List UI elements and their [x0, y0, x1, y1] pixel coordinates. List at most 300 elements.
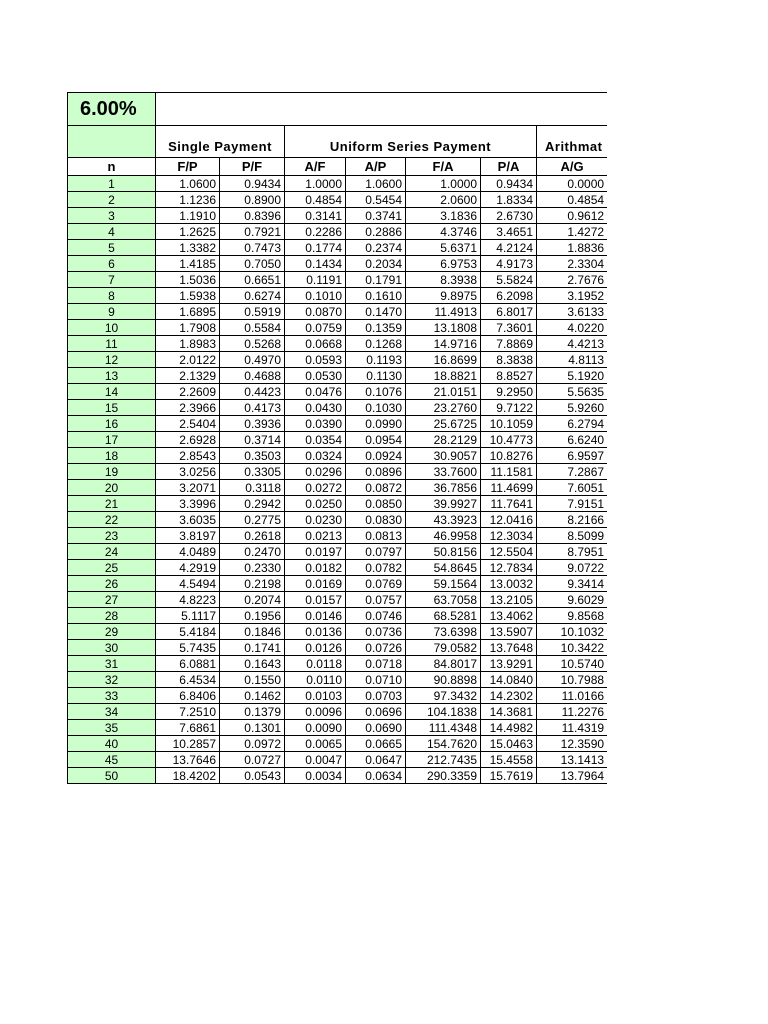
cell-af[interactable]: 0.0272	[285, 480, 346, 496]
cell-n[interactable]: 24	[68, 544, 156, 560]
cell-n[interactable]: 4	[68, 224, 156, 240]
cell-fp[interactable]: 5.1117	[156, 608, 220, 624]
cell-pa[interactable]: 0.9434	[481, 176, 537, 192]
cell-ag[interactable]: 0.4854	[537, 192, 608, 208]
cell-pa[interactable]: 13.5907	[481, 624, 537, 640]
cell-pa[interactable]: 13.9291	[481, 656, 537, 672]
cell-ag[interactable]: 9.0722	[537, 560, 608, 576]
cell-ap[interactable]: 0.0990	[346, 416, 406, 432]
cell-pa[interactable]: 9.7122	[481, 400, 537, 416]
cell-pf[interactable]: 0.1956	[220, 608, 285, 624]
cell-ap[interactable]: 0.0696	[346, 704, 406, 720]
cell-fa[interactable]: 9.8975	[406, 288, 481, 304]
cell-n[interactable]: 23	[68, 528, 156, 544]
cell-fp[interactable]: 2.6928	[156, 432, 220, 448]
cell-ag[interactable]: 10.3422	[537, 640, 608, 656]
cell-pa[interactable]: 11.4699	[481, 480, 537, 496]
cell-fp[interactable]: 5.7435	[156, 640, 220, 656]
cell-n[interactable]: 45	[68, 752, 156, 768]
cell-fp[interactable]: 4.8223	[156, 592, 220, 608]
cell-pf[interactable]: 0.2942	[220, 496, 285, 512]
cell-ag[interactable]: 11.4319	[537, 720, 608, 736]
cell-ag[interactable]: 4.8113	[537, 352, 608, 368]
cell-pf[interactable]: 0.2618	[220, 528, 285, 544]
cell-fa[interactable]: 73.6398	[406, 624, 481, 640]
cell-pf[interactable]: 0.3305	[220, 464, 285, 480]
cell-ap[interactable]: 0.0690	[346, 720, 406, 736]
cell-af[interactable]: 0.0430	[285, 400, 346, 416]
cell-fa[interactable]: 33.7600	[406, 464, 481, 480]
cell-ap[interactable]: 0.0757	[346, 592, 406, 608]
cell-fp[interactable]: 2.0122	[156, 352, 220, 368]
cell-n[interactable]: 12	[68, 352, 156, 368]
cell-pf[interactable]: 0.3503	[220, 448, 285, 464]
cell-fp[interactable]: 6.0881	[156, 656, 220, 672]
cell-ap[interactable]: 0.3741	[346, 208, 406, 224]
cell-pa[interactable]: 8.3838	[481, 352, 537, 368]
cell-n[interactable]: 1	[68, 176, 156, 192]
cell-ag[interactable]: 13.1413	[537, 752, 608, 768]
cell-pf[interactable]: 0.9434	[220, 176, 285, 192]
cell-pa[interactable]: 10.1059	[481, 416, 537, 432]
cell-ag[interactable]: 6.9597	[537, 448, 608, 464]
cell-fa[interactable]: 3.1836	[406, 208, 481, 224]
cell-pf[interactable]: 0.0543	[220, 768, 285, 784]
cell-fa[interactable]: 39.9927	[406, 496, 481, 512]
cell-pf[interactable]: 0.7050	[220, 256, 285, 272]
cell-fp[interactable]: 1.4185	[156, 256, 220, 272]
cell-fa[interactable]: 2.0600	[406, 192, 481, 208]
cell-n[interactable]: 17	[68, 432, 156, 448]
cell-ap[interactable]: 1.0600	[346, 176, 406, 192]
cell-fp[interactable]: 13.7646	[156, 752, 220, 768]
cell-ap[interactable]: 0.1076	[346, 384, 406, 400]
cell-ag[interactable]: 4.0220	[537, 320, 608, 336]
cell-pf[interactable]: 0.4970	[220, 352, 285, 368]
cell-fp[interactable]: 2.8543	[156, 448, 220, 464]
cell-n[interactable]: 31	[68, 656, 156, 672]
cell-fa[interactable]: 79.0582	[406, 640, 481, 656]
cell-fa[interactable]: 104.1838	[406, 704, 481, 720]
cell-ap[interactable]: 0.2886	[346, 224, 406, 240]
cell-ag[interactable]: 8.7951	[537, 544, 608, 560]
cell-ag[interactable]: 11.2276	[537, 704, 608, 720]
cell-pa[interactable]: 6.8017	[481, 304, 537, 320]
cell-af[interactable]: 0.0530	[285, 368, 346, 384]
cell-pa[interactable]: 12.7834	[481, 560, 537, 576]
cell-pf[interactable]: 0.1550	[220, 672, 285, 688]
cell-n[interactable]: 18	[68, 448, 156, 464]
cell-fa[interactable]: 23.2760	[406, 400, 481, 416]
cell-pf[interactable]: 0.2775	[220, 512, 285, 528]
cell-pf[interactable]: 0.3936	[220, 416, 285, 432]
cell-ag[interactable]: 10.1032	[537, 624, 608, 640]
cell-af[interactable]: 0.0759	[285, 320, 346, 336]
cell-ap[interactable]: 0.1359	[346, 320, 406, 336]
cell-af[interactable]: 0.0213	[285, 528, 346, 544]
cell-pf[interactable]: 0.4688	[220, 368, 285, 384]
cell-pa[interactable]: 13.2105	[481, 592, 537, 608]
cell-n[interactable]: 32	[68, 672, 156, 688]
cell-ag[interactable]: 5.1920	[537, 368, 608, 384]
uniform-series-header[interactable]: Uniform Series Payment	[285, 126, 537, 158]
col-header-n[interactable]: n	[68, 158, 156, 176]
cell-ag[interactable]: 7.6051	[537, 480, 608, 496]
cell-pa[interactable]: 7.8869	[481, 336, 537, 352]
cell-fp[interactable]: 1.5036	[156, 272, 220, 288]
cell-n[interactable]: 29	[68, 624, 156, 640]
cell-fp[interactable]: 6.4534	[156, 672, 220, 688]
single-payment-header[interactable]: Single Payment	[156, 126, 285, 158]
cell-ap[interactable]: 0.1470	[346, 304, 406, 320]
cell-af[interactable]: 0.0324	[285, 448, 346, 464]
cell-n[interactable]: 28	[68, 608, 156, 624]
cell-fp[interactable]: 1.6895	[156, 304, 220, 320]
cell-af[interactable]: 0.0110	[285, 672, 346, 688]
cell-n[interactable]: 13	[68, 368, 156, 384]
cell-pa[interactable]: 13.7648	[481, 640, 537, 656]
cell-ap[interactable]: 0.1268	[346, 336, 406, 352]
cell-n[interactable]: 19	[68, 464, 156, 480]
cell-ag[interactable]: 2.3304	[537, 256, 608, 272]
cell-ap[interactable]: 0.5454	[346, 192, 406, 208]
cell-ap[interactable]: 0.0710	[346, 672, 406, 688]
cell-fa[interactable]: 36.7856	[406, 480, 481, 496]
cell-pf[interactable]: 0.0972	[220, 736, 285, 752]
cell-af[interactable]: 0.4854	[285, 192, 346, 208]
cell-af[interactable]: 0.0169	[285, 576, 346, 592]
cell-fa[interactable]: 5.6371	[406, 240, 481, 256]
cell-n[interactable]: 20	[68, 480, 156, 496]
cell-af[interactable]: 0.0197	[285, 544, 346, 560]
cell-ap[interactable]: 0.0954	[346, 432, 406, 448]
cell-fa[interactable]: 11.4913	[406, 304, 481, 320]
cell-pf[interactable]: 0.7921	[220, 224, 285, 240]
cell-n[interactable]: 11	[68, 336, 156, 352]
cell-n[interactable]: 9	[68, 304, 156, 320]
cell-fa[interactable]: 30.9057	[406, 448, 481, 464]
cell-pa[interactable]: 14.3681	[481, 704, 537, 720]
cell-af[interactable]: 0.0157	[285, 592, 346, 608]
cell-fa[interactable]: 154.7620	[406, 736, 481, 752]
cell-fp[interactable]: 1.3382	[156, 240, 220, 256]
rate-cell[interactable]: 6.00%	[68, 93, 156, 126]
cell-ag[interactable]: 12.3590	[537, 736, 608, 752]
cell-af[interactable]: 0.0230	[285, 512, 346, 528]
cell-pa[interactable]: 6.2098	[481, 288, 537, 304]
cell-fa[interactable]: 8.3938	[406, 272, 481, 288]
cell-fp[interactable]: 3.6035	[156, 512, 220, 528]
cell-ag[interactable]: 0.0000	[537, 176, 608, 192]
cell-pa[interactable]: 12.0416	[481, 512, 537, 528]
cell-pf[interactable]: 0.8396	[220, 208, 285, 224]
cell-pf[interactable]: 0.1741	[220, 640, 285, 656]
cell-af[interactable]: 0.0668	[285, 336, 346, 352]
cell-fa[interactable]: 4.3746	[406, 224, 481, 240]
cell-fp[interactable]: 2.1329	[156, 368, 220, 384]
cell-ap[interactable]: 0.0647	[346, 752, 406, 768]
arithmetic-gradient-header[interactable]: Arithmat	[537, 126, 608, 158]
cell-fp[interactable]: 3.0256	[156, 464, 220, 480]
cell-pf[interactable]: 0.4423	[220, 384, 285, 400]
cell-ap[interactable]: 0.0746	[346, 608, 406, 624]
cell-ag[interactable]: 5.5635	[537, 384, 608, 400]
cell-n[interactable]: 26	[68, 576, 156, 592]
cell-ap[interactable]: 0.0665	[346, 736, 406, 752]
cell-n[interactable]: 6	[68, 256, 156, 272]
cell-pa[interactable]: 8.8527	[481, 368, 537, 384]
cell-fp[interactable]: 3.8197	[156, 528, 220, 544]
cell-af[interactable]: 0.0118	[285, 656, 346, 672]
cell-fa[interactable]: 84.8017	[406, 656, 481, 672]
cell-fp[interactable]: 7.6861	[156, 720, 220, 736]
cell-af[interactable]: 0.0047	[285, 752, 346, 768]
cell-fp[interactable]: 4.2919	[156, 560, 220, 576]
cell-fa[interactable]: 6.9753	[406, 256, 481, 272]
cell-n[interactable]: 50	[68, 768, 156, 784]
cell-ap[interactable]: 0.0830	[346, 512, 406, 528]
cell-n[interactable]: 3	[68, 208, 156, 224]
cell-af[interactable]: 0.0593	[285, 352, 346, 368]
cell-ag[interactable]: 1.4272	[537, 224, 608, 240]
cell-pa[interactable]: 15.7619	[481, 768, 537, 784]
cell-n[interactable]: 5	[68, 240, 156, 256]
cell-n[interactable]: 33	[68, 688, 156, 704]
cell-ap[interactable]: 0.0850	[346, 496, 406, 512]
cell-pf[interactable]: 0.7473	[220, 240, 285, 256]
cell-ag[interactable]: 10.5740	[537, 656, 608, 672]
cell-af[interactable]: 0.1010	[285, 288, 346, 304]
cell-ag[interactable]: 9.6029	[537, 592, 608, 608]
col-header-fa[interactable]: F/A	[406, 158, 481, 176]
cell-pf[interactable]: 0.5268	[220, 336, 285, 352]
cell-pa[interactable]: 12.5504	[481, 544, 537, 560]
cell-af[interactable]: 1.0000	[285, 176, 346, 192]
cell-ag[interactable]: 7.9151	[537, 496, 608, 512]
cell-af[interactable]: 0.0034	[285, 768, 346, 784]
cell-ag[interactable]: 10.7988	[537, 672, 608, 688]
cell-fa[interactable]: 18.8821	[406, 368, 481, 384]
cell-fp[interactable]: 4.5494	[156, 576, 220, 592]
cell-af[interactable]: 0.1434	[285, 256, 346, 272]
cell-fa[interactable]: 68.5281	[406, 608, 481, 624]
cell-fp[interactable]: 1.1236	[156, 192, 220, 208]
cell-fa[interactable]: 90.8898	[406, 672, 481, 688]
cell-ap[interactable]: 0.1791	[346, 272, 406, 288]
cell-fa[interactable]: 43.3923	[406, 512, 481, 528]
cell-af[interactable]: 0.0126	[285, 640, 346, 656]
cell-n[interactable]: 35	[68, 720, 156, 736]
cell-ap[interactable]: 0.0769	[346, 576, 406, 592]
cell-ap[interactable]: 0.1610	[346, 288, 406, 304]
cell-ap[interactable]: 0.0797	[346, 544, 406, 560]
cell-af[interactable]: 0.0250	[285, 496, 346, 512]
cell-pa[interactable]: 10.8276	[481, 448, 537, 464]
cell-fa[interactable]: 290.3359	[406, 768, 481, 784]
cell-fp[interactable]: 3.2071	[156, 480, 220, 496]
cell-fa[interactable]: 50.8156	[406, 544, 481, 560]
cell-fp[interactable]: 4.0489	[156, 544, 220, 560]
cell-n[interactable]: 30	[68, 640, 156, 656]
cell-af[interactable]: 0.3141	[285, 208, 346, 224]
cell-n[interactable]: 21	[68, 496, 156, 512]
cell-n[interactable]: 22	[68, 512, 156, 528]
cell-af[interactable]: 0.1774	[285, 240, 346, 256]
cell-ag[interactable]: 9.3414	[537, 576, 608, 592]
cell-af[interactable]: 0.0296	[285, 464, 346, 480]
cell-ap[interactable]: 0.0703	[346, 688, 406, 704]
cell-ap[interactable]: 0.2374	[346, 240, 406, 256]
cell-ap[interactable]: 0.0896	[346, 464, 406, 480]
cell-fa[interactable]: 111.4348	[406, 720, 481, 736]
cell-pf[interactable]: 0.2074	[220, 592, 285, 608]
cell-af[interactable]: 0.1191	[285, 272, 346, 288]
cell-n[interactable]: 16	[68, 416, 156, 432]
cell-ap[interactable]: 0.0813	[346, 528, 406, 544]
cell-ag[interactable]: 3.6133	[537, 304, 608, 320]
cell-ap[interactable]: 0.1130	[346, 368, 406, 384]
cell-ap[interactable]: 0.2034	[346, 256, 406, 272]
cell-fp[interactable]: 2.3966	[156, 400, 220, 416]
cell-pa[interactable]: 14.2302	[481, 688, 537, 704]
cell-fa[interactable]: 16.8699	[406, 352, 481, 368]
cell-pf[interactable]: 0.6651	[220, 272, 285, 288]
cell-fp[interactable]: 2.2609	[156, 384, 220, 400]
cell-n[interactable]: 15	[68, 400, 156, 416]
cell-pa[interactable]: 2.6730	[481, 208, 537, 224]
cell-pf[interactable]: 0.1301	[220, 720, 285, 736]
cell-fp[interactable]: 5.4184	[156, 624, 220, 640]
cell-pa[interactable]: 10.4773	[481, 432, 537, 448]
cell-pf[interactable]: 0.3714	[220, 432, 285, 448]
cell-fa[interactable]: 14.9716	[406, 336, 481, 352]
cell-af[interactable]: 0.0146	[285, 608, 346, 624]
cell-ag[interactable]: 1.8836	[537, 240, 608, 256]
cell-pa[interactable]: 3.4651	[481, 224, 537, 240]
cell-fa[interactable]: 59.1564	[406, 576, 481, 592]
cell-ap[interactable]: 0.1193	[346, 352, 406, 368]
cell-fa[interactable]: 28.2129	[406, 432, 481, 448]
cell-ag[interactable]: 3.1952	[537, 288, 608, 304]
cell-ag[interactable]: 8.2166	[537, 512, 608, 528]
cell-af[interactable]: 0.0136	[285, 624, 346, 640]
col-header-pf[interactable]: P/F	[220, 158, 285, 176]
cell-fp[interactable]: 1.0600	[156, 176, 220, 192]
cell-pf[interactable]: 0.1643	[220, 656, 285, 672]
cell-af[interactable]: 0.0096	[285, 704, 346, 720]
cell-fa[interactable]: 1.0000	[406, 176, 481, 192]
cell-fp[interactable]: 1.5938	[156, 288, 220, 304]
cell-pa[interactable]: 13.0032	[481, 576, 537, 592]
cell-pf[interactable]: 0.5584	[220, 320, 285, 336]
cell-ag[interactable]: 9.8568	[537, 608, 608, 624]
cell-fa[interactable]: 212.7435	[406, 752, 481, 768]
cell-pf[interactable]: 0.4173	[220, 400, 285, 416]
cell-n[interactable]: 25	[68, 560, 156, 576]
cell-af[interactable]: 0.0354	[285, 432, 346, 448]
cell-ag[interactable]: 4.4213	[537, 336, 608, 352]
cell-fa[interactable]: 63.7058	[406, 592, 481, 608]
cell-pf[interactable]: 0.5919	[220, 304, 285, 320]
cell-ap[interactable]: 0.0726	[346, 640, 406, 656]
cell-fp[interactable]: 7.2510	[156, 704, 220, 720]
cell-n[interactable]: 14	[68, 384, 156, 400]
cell-ag[interactable]: 0.9612	[537, 208, 608, 224]
cell-fa[interactable]: 21.0151	[406, 384, 481, 400]
cell-ap[interactable]: 0.0924	[346, 448, 406, 464]
cell-pa[interactable]: 11.7641	[481, 496, 537, 512]
cell-pa[interactable]: 13.4062	[481, 608, 537, 624]
cell-ag[interactable]: 6.2794	[537, 416, 608, 432]
cell-n[interactable]: 40	[68, 736, 156, 752]
col-header-ag[interactable]: A/G	[537, 158, 608, 176]
cell-fp[interactable]: 6.8406	[156, 688, 220, 704]
cell-fa[interactable]: 97.3432	[406, 688, 481, 704]
cell-fa[interactable]: 13.1808	[406, 320, 481, 336]
cell-pf[interactable]: 0.2330	[220, 560, 285, 576]
cell-fp[interactable]: 3.3996	[156, 496, 220, 512]
cell-fp[interactable]: 1.2625	[156, 224, 220, 240]
cell-pa[interactable]: 14.0840	[481, 672, 537, 688]
cell-pa[interactable]: 12.3034	[481, 528, 537, 544]
cell-af[interactable]: 0.0065	[285, 736, 346, 752]
cell-fa[interactable]: 25.6725	[406, 416, 481, 432]
cell-ag[interactable]: 6.6240	[537, 432, 608, 448]
cell-pa[interactable]: 4.9173	[481, 256, 537, 272]
cell-pa[interactable]: 14.4982	[481, 720, 537, 736]
cell-pa[interactable]: 11.1581	[481, 464, 537, 480]
cell-pf[interactable]: 0.3118	[220, 480, 285, 496]
cell-ap[interactable]: 0.0872	[346, 480, 406, 496]
cell-af[interactable]: 0.0103	[285, 688, 346, 704]
cell-ap[interactable]: 0.0634	[346, 768, 406, 784]
cell-af[interactable]: 0.0476	[285, 384, 346, 400]
cell-ag[interactable]: 7.2867	[537, 464, 608, 480]
cell-n[interactable]: 7	[68, 272, 156, 288]
cell-af[interactable]: 0.0182	[285, 560, 346, 576]
cell-fp[interactable]: 1.8983	[156, 336, 220, 352]
cell-pa[interactable]: 15.0463	[481, 736, 537, 752]
col-header-pa[interactable]: P/A	[481, 158, 537, 176]
cell-n[interactable]: 2	[68, 192, 156, 208]
cell-ap[interactable]: 0.1030	[346, 400, 406, 416]
cell-ag[interactable]: 11.0166	[537, 688, 608, 704]
cell-pf[interactable]: 0.1846	[220, 624, 285, 640]
col-header-af[interactable]: A/F	[285, 158, 346, 176]
cell-ap[interactable]: 0.0782	[346, 560, 406, 576]
cell-n[interactable]: 8	[68, 288, 156, 304]
cell-fp[interactable]: 2.5404	[156, 416, 220, 432]
cell-pf[interactable]: 0.2470	[220, 544, 285, 560]
cell-n[interactable]: 10	[68, 320, 156, 336]
col-header-fp[interactable]: F/P	[156, 158, 220, 176]
cell-fa[interactable]: 46.9958	[406, 528, 481, 544]
cell-pa[interactable]: 15.4558	[481, 752, 537, 768]
col-header-ap[interactable]: A/P	[346, 158, 406, 176]
cell-pf[interactable]: 0.2198	[220, 576, 285, 592]
cell-pf[interactable]: 0.6274	[220, 288, 285, 304]
cell-af[interactable]: 0.0090	[285, 720, 346, 736]
cell-af[interactable]: 0.2286	[285, 224, 346, 240]
cell-af[interactable]: 0.0870	[285, 304, 346, 320]
cell-pa[interactable]: 9.2950	[481, 384, 537, 400]
cell-ap[interactable]: 0.0736	[346, 624, 406, 640]
cell-fp[interactable]: 1.1910	[156, 208, 220, 224]
cell-n[interactable]: 27	[68, 592, 156, 608]
cell-pf[interactable]: 0.1462	[220, 688, 285, 704]
cell-pa[interactable]: 1.8334	[481, 192, 537, 208]
cell-pa[interactable]: 7.3601	[481, 320, 537, 336]
